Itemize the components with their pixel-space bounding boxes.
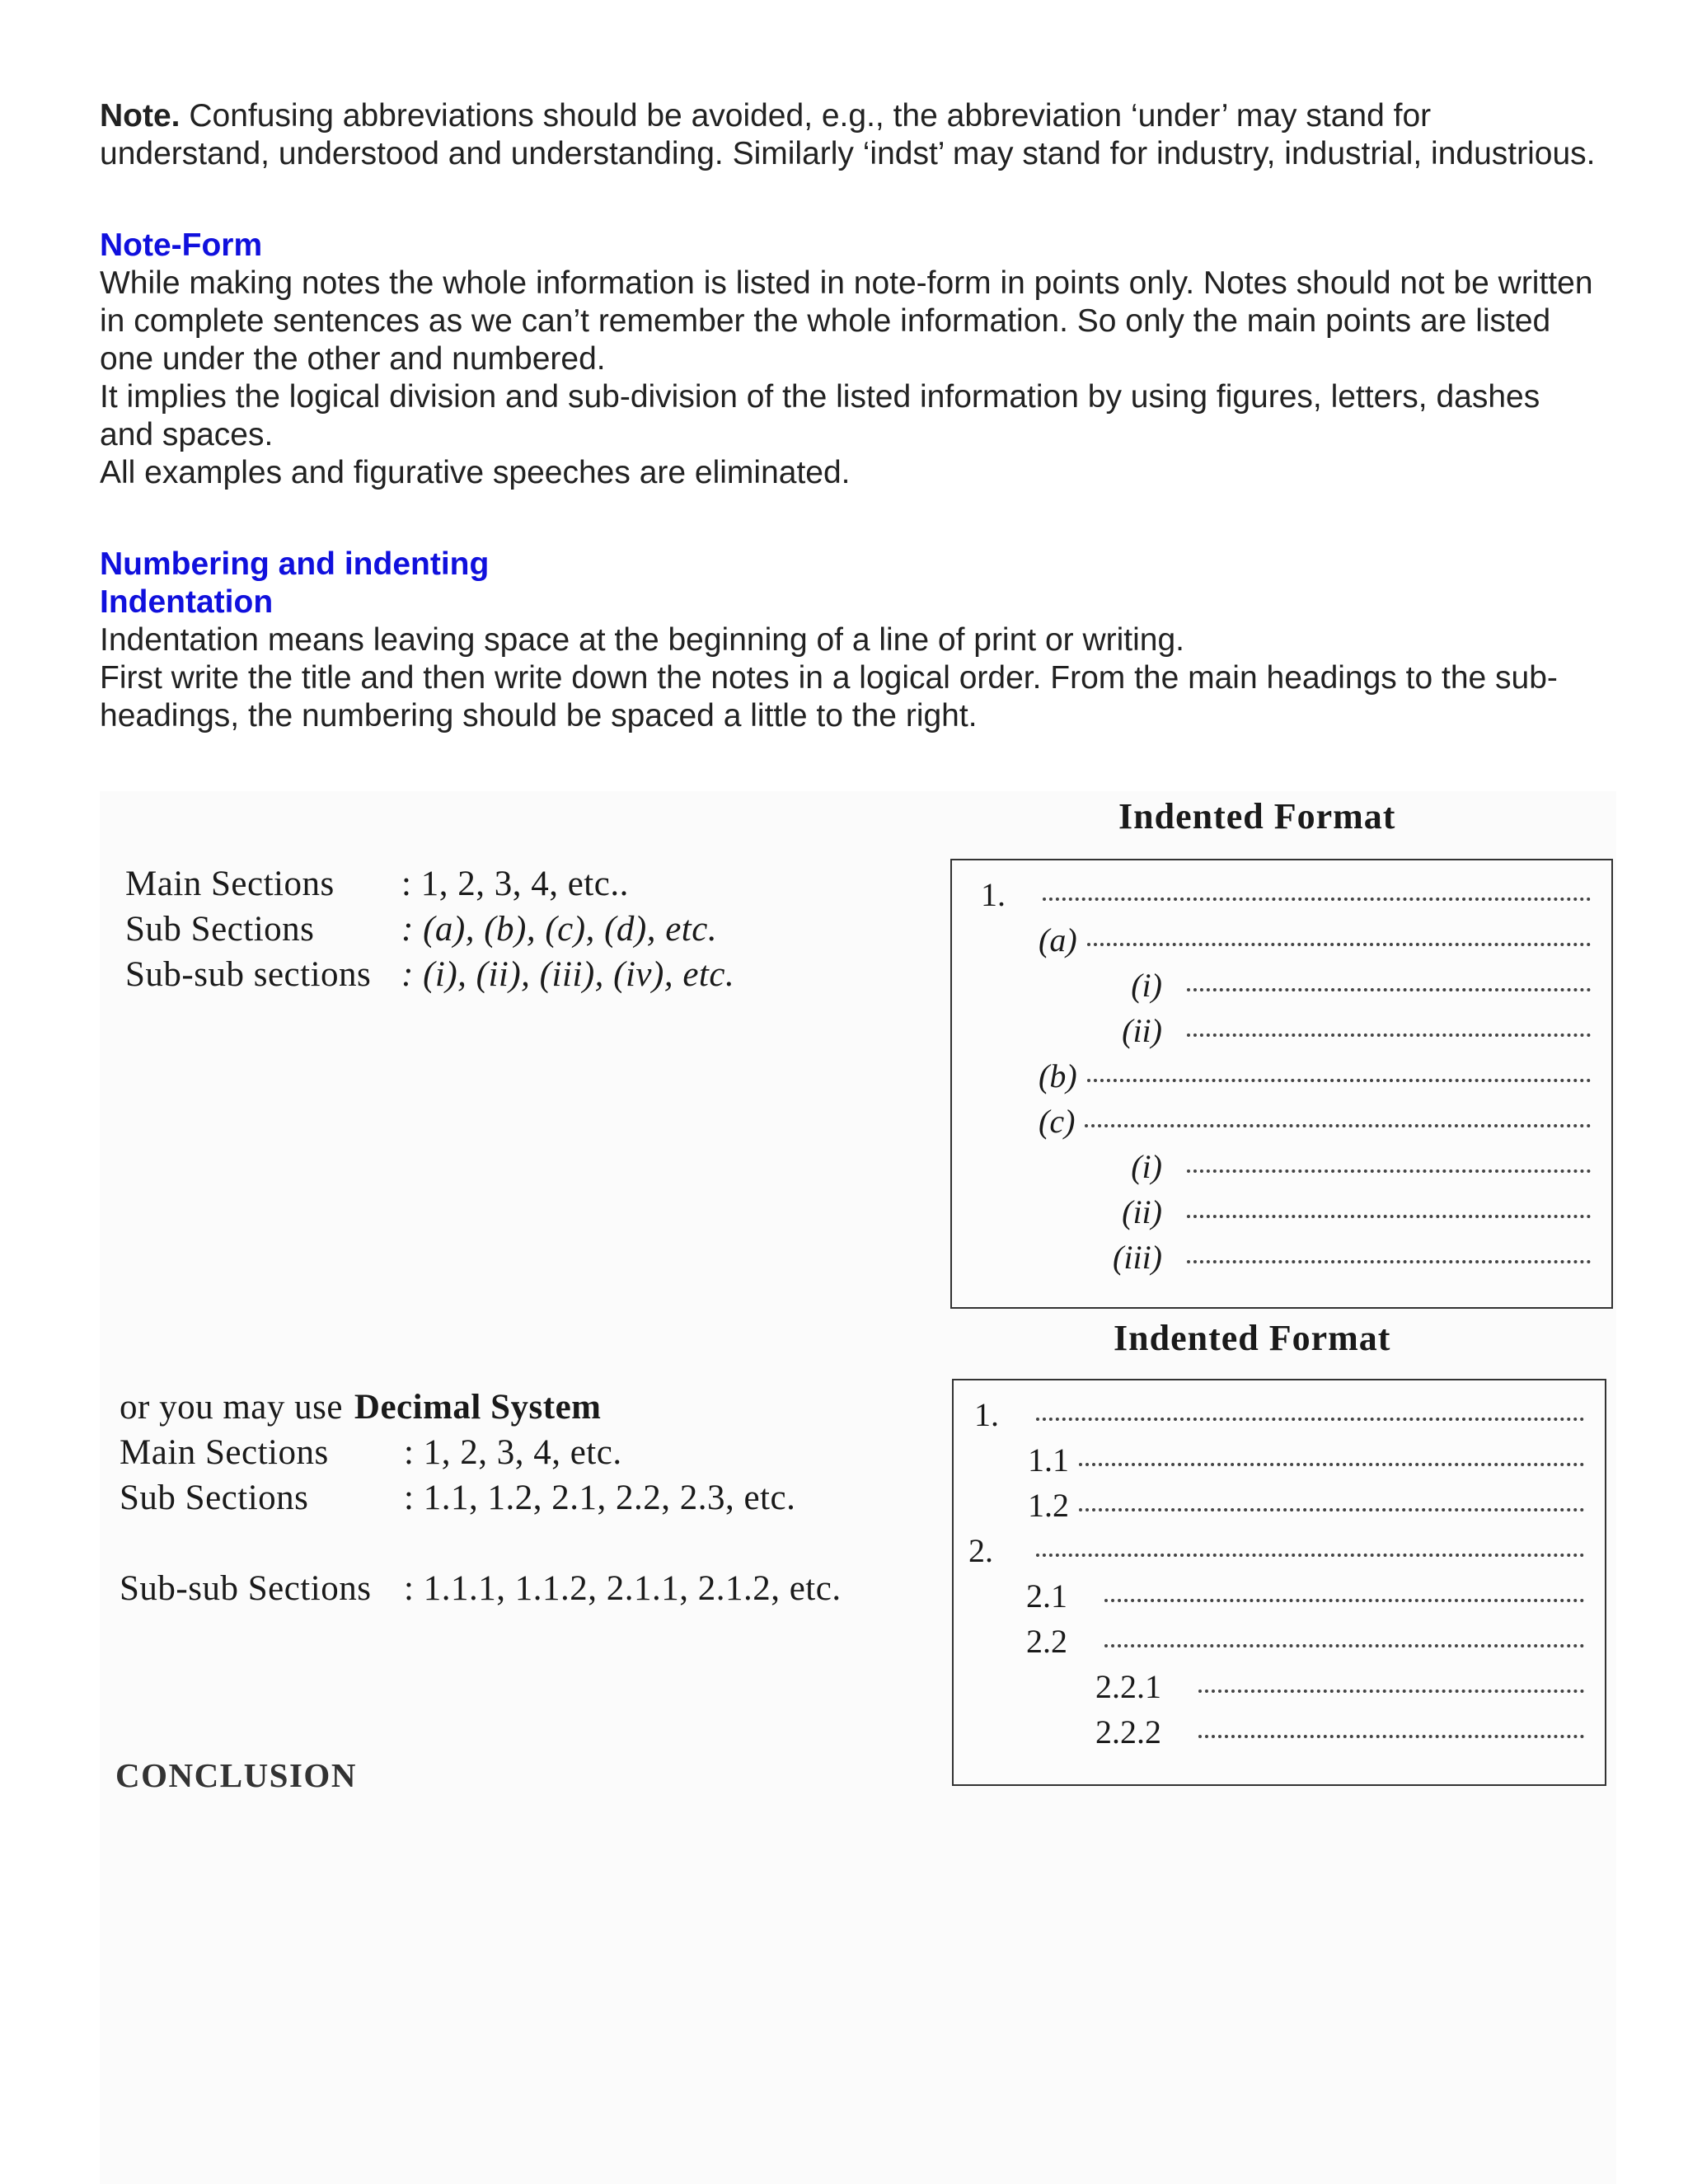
outline-line — [968, 1531, 1584, 1570]
outline-number: (i) — [1131, 967, 1162, 1004]
indentation-paragraph-2: First write the title and then write down the notes in a logical order. From the main headings to the sub-headings, the numbering should be spaced a little to the right. — [100, 660, 1558, 733]
document-body — [100, 97, 1600, 735]
outline-number: (ii) — [1122, 1012, 1162, 1049]
definition-value: : (i), (ii), (iii), (iv), etc. — [401, 955, 735, 994]
numbering-heading: Numbering and indenting — [100, 546, 490, 582]
definition-value: : (a), (b), (c), (d), etc. — [401, 910, 718, 949]
definition-value: : 1.1, 1.2, 2.1, 2.2, 2.3, etc. — [404, 1479, 796, 1517]
outline-line — [1039, 1057, 1591, 1095]
definition-value: : 1, 2, 3, 4, etc. — [404, 1433, 622, 1472]
outline-line — [1026, 1577, 1584, 1615]
outline-line — [1100, 1147, 1591, 1186]
outline-line — [1039, 1102, 1591, 1141]
definition-row — [120, 1475, 842, 1521]
outline-number: (b) — [1039, 1057, 1077, 1094]
note-form-paragraph-2: It implies the logical division and sub-division of the listed information by using figures, letters, dashes and spaces. — [100, 379, 1540, 452]
definition-row — [120, 1430, 842, 1475]
outline-line — [1100, 1193, 1591, 1231]
indentation-paragraph-1: Indentation means leaving space at the beginning of a line of print or writing. — [100, 622, 1185, 658]
alpha-format-box — [950, 859, 1613, 1309]
outline-number: 1.2 — [1028, 1487, 1069, 1524]
decimal-definitions — [120, 1385, 842, 1611]
outline-number: (a) — [1039, 921, 1077, 958]
outline-line — [1039, 921, 1591, 959]
outline-number: (iii) — [1113, 1239, 1162, 1276]
conclusion-heading: CONCLUSION — [115, 1756, 357, 1794]
note-label: Note. — [100, 98, 181, 134]
note-form-paragraph-1: While making notes the whole information is listed in note-form in points only. Notes should not be written in complete sentences as we can’t remember the whole information. So only the main points are listed one under the other and numbered. — [100, 265, 1593, 377]
definition-row — [125, 952, 734, 997]
outline-number: 1.1 — [1028, 1441, 1069, 1479]
definition-label: Main Sections — [120, 1433, 329, 1472]
decimal-intro-bold: Decimal System — [354, 1388, 602, 1427]
outline-line — [1026, 1622, 1584, 1661]
decimal-format-box — [952, 1379, 1606, 1786]
outline-line — [1028, 1486, 1584, 1525]
outline-line — [1100, 1238, 1591, 1277]
note-paragraph — [100, 97, 1600, 173]
alpha-definitions — [125, 861, 734, 997]
outline-number: 2.2.1 — [1095, 1668, 1161, 1705]
definition-value: : 1.1.1, 1.1.2, 2.1.1, 2.1.2, etc. — [404, 1569, 842, 1608]
decimal-intro — [120, 1385, 842, 1430]
outline-number: 2.2.2 — [1095, 1713, 1161, 1750]
outline-line — [981, 875, 1591, 914]
definition-label: Sub-sub Sections — [120, 1569, 372, 1608]
outline-number: 2. — [968, 1532, 993, 1569]
indented-format-title-1: Indented Format — [1118, 796, 1396, 837]
definition-value: : 1, 2, 3, 4, etc.. — [401, 865, 629, 903]
outline-line — [974, 1395, 1584, 1434]
definition-label: Main Sections — [125, 865, 335, 903]
definition-label: Sub Sections — [125, 910, 315, 949]
outline-line — [1100, 966, 1591, 1005]
definition-label: Sub-sub sections — [125, 955, 372, 994]
indented-format-title-2: Indented Format — [1114, 1318, 1391, 1358]
outline-line — [1095, 1713, 1584, 1751]
definition-row — [125, 907, 734, 952]
outline-number: (ii) — [1122, 1193, 1162, 1230]
indentation-subheading: Indentation — [100, 584, 274, 620]
decimal-intro-prefix: or you may use — [120, 1388, 343, 1427]
outline-line — [1095, 1667, 1584, 1706]
definition-label: Sub Sections — [120, 1479, 309, 1517]
outline-number: 2.1 — [1026, 1577, 1067, 1615]
definition-row — [125, 861, 734, 907]
outline-number: 1. — [974, 1396, 999, 1433]
note-text: Confusing abbreviations should be avoided, e.g., the abbreviation ‘under’ may stand for understand, understood and understanding. Similarly ‘indst’ may stand for industry, industrial, industrious. — [100, 98, 1596, 171]
outline-number: (c) — [1039, 1103, 1076, 1140]
note-form-heading: Note-Form — [100, 227, 263, 263]
definition-row — [120, 1566, 842, 1611]
outline-line — [1028, 1441, 1584, 1479]
outline-number: (i) — [1131, 1148, 1162, 1185]
note-form-paragraph-3: All examples and figurative speeches are eliminated. — [100, 455, 851, 490]
outline-line — [1100, 1011, 1591, 1050]
outline-number: 1. — [981, 876, 1006, 913]
outline-number: 2.2 — [1026, 1623, 1067, 1660]
